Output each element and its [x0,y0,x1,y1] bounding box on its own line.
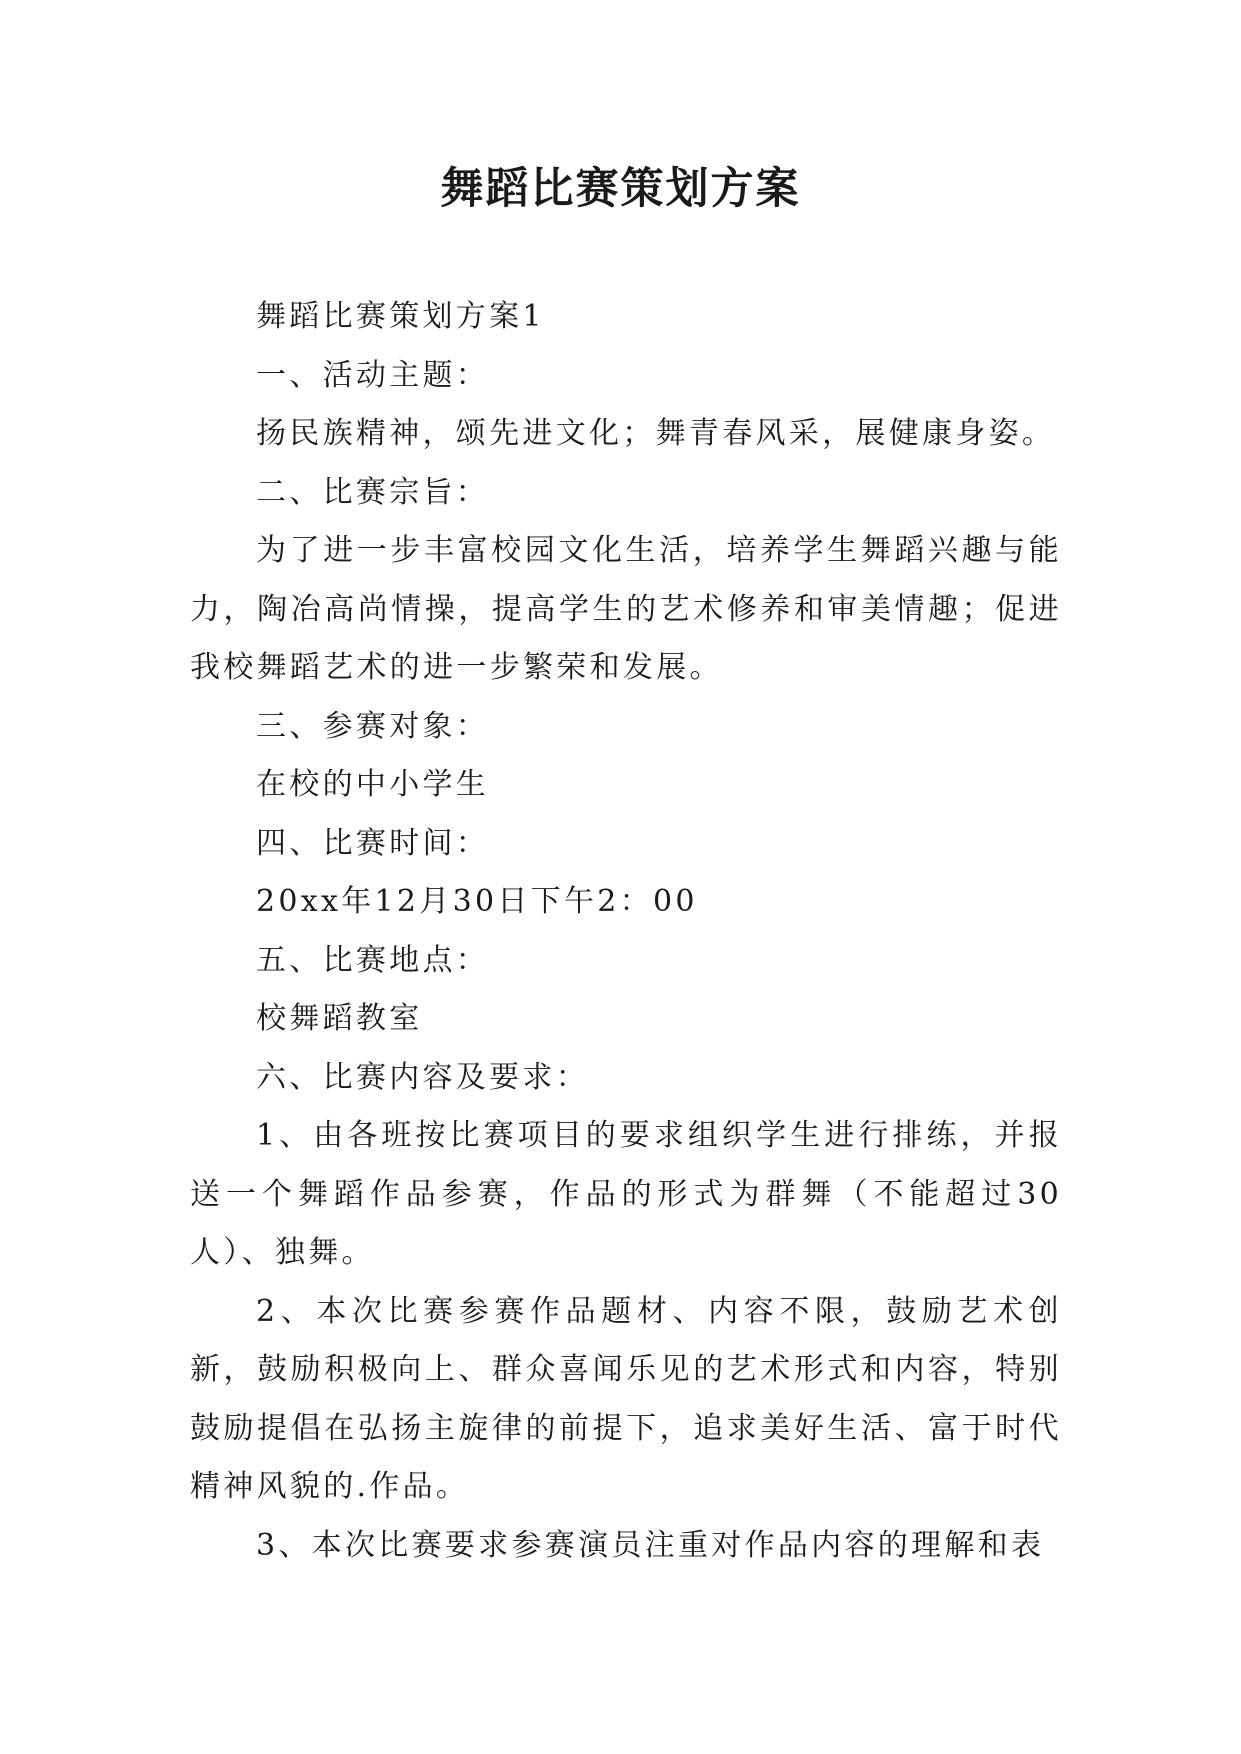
heading-activity-theme: 一、活动主题： [256,357,490,393]
heading-content-requirements: 六、比赛内容及要求： [256,1059,589,1095]
paragraph-requirement-3: 3、本次比赛要求参赛演员注重对作品内容的理解和表 [256,1527,1045,1563]
paragraph-requirement-2: 2、本次比赛参赛作品题材、内容不限，鼓励艺术创新，鼓励积极向上、群众喜闻乐见的艺术形式和内容，特别鼓励提倡在弘扬主旋律的前提下，追求美好生活、富于时代精神风貌的.作品。 [190,1293,1062,1504]
paragraph-competition-venue: 校舞蹈教室 [256,1001,423,1036]
paragraph-subtitle: 舞蹈比赛策划方案1 [256,299,545,334]
heading-competition-purpose: 二、比赛宗旨： [256,474,490,510]
heading-participants: 三、参赛对象： [256,708,490,744]
paragraph-activity-theme: 扬民族精神，颂先进文化；舞青春风采，展健康身姿。 [256,416,1056,451]
paragraph-competition-purpose: 为了进一步丰富校园文化生活，培养学生舞蹈兴趣与能力，陶冶高尚情操，提高学生的艺术修养和审美情趣；促进我校舞蹈艺术的进一步繁荣和发展。 [190,533,1062,685]
document-title: 舞蹈比赛策划方案 [440,164,801,214]
paragraph-participants: 在校的中小学生 [256,767,490,802]
paragraph-competition-time: 20xx年12月30日下午2：00 [256,884,698,919]
paragraph-requirement-1: 1、由各班按比赛项目的要求组织学生进行排练，并报送一个舞蹈作品参赛，作品的形式为群舞（不能超过30人）、独舞。 [190,1118,1062,1270]
document-body [190,288,1062,1575]
heading-competition-time: 四、比赛时间： [256,825,490,861]
heading-competition-venue: 五、比赛地点： [256,942,490,978]
